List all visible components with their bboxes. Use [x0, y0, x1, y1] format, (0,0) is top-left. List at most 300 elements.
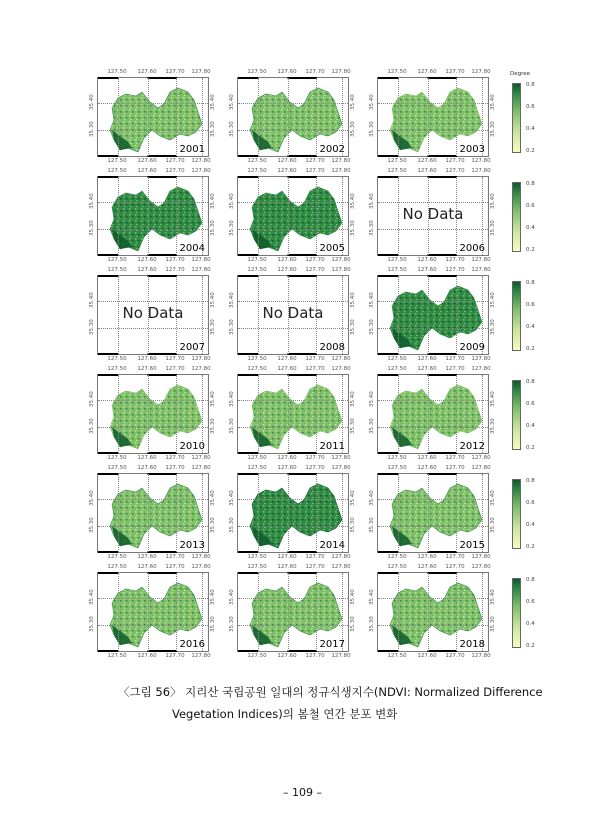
lat-ticks-left — [369, 77, 377, 157]
lon-gridline — [148, 177, 149, 255]
panel-year-label: 2015 — [459, 540, 485, 551]
lon-tick-label: 127.60 — [137, 267, 157, 273]
lon-ticks-bottom — [237, 653, 349, 661]
lon-tick-label: 127.60 — [417, 653, 437, 659]
lon-ticks-top — [97, 564, 209, 572]
lat-gridline — [238, 598, 348, 599]
lon-tick-label: 127.70 — [305, 554, 325, 560]
colorbar-tick-label: 0.6 — [526, 302, 535, 308]
map-frame-edge — [378, 254, 488, 256]
lat-ticks-left — [229, 176, 237, 256]
lat-tick-label: 35.40 — [89, 391, 95, 407]
lon-ticks-top — [237, 168, 349, 176]
lon-tick-label: 127.80 — [191, 267, 211, 273]
lon-tick-label: 127.60 — [417, 69, 437, 75]
lon-tick-label: 127.60 — [137, 564, 157, 570]
lon-tick-label: 127.60 — [137, 257, 157, 263]
lon-tick-label: 127.50 — [107, 168, 127, 174]
lat-ticks-right — [490, 275, 498, 355]
lon-tick-label: 127.80 — [471, 356, 491, 362]
lon-tick-label: 127.50 — [247, 554, 267, 560]
lon-ticks-bottom — [377, 257, 489, 265]
lat-tick-label: 35.40 — [89, 193, 95, 209]
map-frame-edge — [238, 275, 348, 277]
lat-tick-label: 35.30 — [229, 121, 235, 137]
lat-tick-label: 35.40 — [210, 490, 216, 506]
lon-tick-label: 127.60 — [277, 257, 297, 263]
lon-tick-label: 127.50 — [107, 554, 127, 560]
lon-gridline — [176, 78, 177, 156]
lon-tick-label: 127.80 — [331, 168, 351, 174]
lon-tick-label: 127.70 — [305, 465, 325, 471]
lon-tick-label: 127.70 — [165, 168, 185, 174]
lat-ticks-right — [490, 77, 498, 157]
lon-tick-label: 127.50 — [387, 653, 407, 659]
lon-tick-label: 127.80 — [471, 366, 491, 372]
lat-gridline — [238, 229, 348, 230]
lat-tick-label: 35.30 — [210, 220, 216, 236]
lon-ticks-top — [377, 267, 489, 275]
lat-tick-label: 35.30 — [369, 220, 375, 236]
lat-tick-label: 35.30 — [210, 418, 216, 434]
lon-gridline — [316, 474, 317, 552]
lat-gridline — [378, 598, 488, 599]
lat-ticks-right — [210, 77, 218, 157]
lon-tick-label: 127.80 — [331, 267, 351, 273]
lat-tick-label: 35.30 — [210, 616, 216, 632]
lon-tick-label: 127.80 — [471, 158, 491, 164]
lon-tick-label: 127.70 — [305, 158, 325, 164]
lon-gridline — [456, 375, 457, 453]
colorbar-tick-label: 0.2 — [526, 643, 535, 649]
lon-tick-label: 127.80 — [331, 69, 351, 75]
lat-tick-label: 35.30 — [369, 418, 375, 434]
lon-gridline — [118, 78, 119, 156]
lat-tick-label: 35.40 — [490, 292, 496, 308]
colorbar-tick-label: 0.4 — [526, 423, 535, 429]
lat-tick-label: 35.40 — [369, 94, 375, 110]
lon-tick-label: 127.50 — [107, 653, 127, 659]
lon-tick-label: 127.70 — [305, 257, 325, 263]
lat-ticks-right — [490, 473, 498, 553]
lon-tick-label: 127.60 — [277, 564, 297, 570]
lon-ticks-top — [237, 69, 349, 77]
lat-gridline — [238, 328, 348, 329]
lon-tick-label: 127.80 — [191, 158, 211, 164]
lat-ticks-left — [89, 572, 97, 652]
lat-tick-label: 35.40 — [369, 292, 375, 308]
lon-ticks-bottom — [237, 455, 349, 463]
lon-tick-label: 127.60 — [417, 168, 437, 174]
lat-tick-label: 35.30 — [229, 616, 235, 632]
lat-tick-label: 35.30 — [369, 517, 375, 533]
figure-caption-line2: Vegetation Indices)의 봄철 연간 분포 변화 — [172, 707, 398, 721]
lat-tick-label: 35.40 — [350, 193, 356, 209]
lat-gridline — [98, 499, 208, 500]
lon-gridline — [258, 177, 259, 255]
lat-tick-label: 35.30 — [89, 517, 95, 533]
lon-gridline — [398, 474, 399, 552]
lon-tick-label: 127.80 — [331, 257, 351, 263]
lon-tick-label: 127.70 — [305, 366, 325, 372]
panel-year-label: 2017 — [319, 639, 345, 650]
lon-tick-label: 127.60 — [277, 69, 297, 75]
lon-gridline — [118, 375, 119, 453]
lon-ticks-bottom — [377, 158, 489, 166]
lat-tick-label: 35.40 — [350, 292, 356, 308]
lon-tick-label: 127.80 — [331, 653, 351, 659]
lon-ticks-bottom — [237, 158, 349, 166]
lon-tick-label: 127.50 — [107, 366, 127, 372]
panel-year-label: 2008 — [319, 342, 345, 353]
lon-tick-label: 127.80 — [471, 455, 491, 461]
lon-tick-label: 127.80 — [331, 564, 351, 570]
map-frame-edge — [378, 176, 488, 178]
lon-gridline — [118, 474, 119, 552]
lat-tick-label: 35.30 — [350, 121, 356, 137]
lon-ticks-top — [97, 366, 209, 374]
lon-tick-label: 127.60 — [277, 168, 297, 174]
lon-ticks-bottom — [237, 554, 349, 562]
lat-tick-label: 35.30 — [89, 220, 95, 236]
lat-gridline — [238, 625, 348, 626]
lon-tick-label: 127.50 — [247, 168, 267, 174]
lon-gridline — [398, 78, 399, 156]
lat-gridline — [378, 202, 488, 203]
lat-tick-label: 35.40 — [210, 589, 216, 605]
lon-tick-label: 127.70 — [305, 564, 325, 570]
lon-tick-label: 127.70 — [445, 465, 465, 471]
lat-gridline — [98, 400, 208, 401]
lon-tick-label: 127.70 — [305, 168, 325, 174]
lon-tick-label: 127.70 — [165, 554, 185, 560]
lon-tick-label: 127.70 — [165, 158, 185, 164]
lon-ticks-top — [97, 69, 209, 77]
lon-gridline — [316, 78, 317, 156]
lon-tick-label: 127.50 — [387, 465, 407, 471]
ndvi-map-panel-2002 — [237, 77, 349, 157]
lon-tick-label: 127.80 — [331, 158, 351, 164]
lon-ticks-top — [377, 69, 489, 77]
lat-gridline — [98, 625, 208, 626]
lon-tick-label: 127.70 — [165, 455, 185, 461]
ndvi-colorbar — [512, 83, 521, 153]
lat-tick-label: 35.30 — [369, 319, 375, 335]
lat-ticks-left — [369, 275, 377, 355]
lat-tick-label: 35.30 — [369, 121, 375, 137]
lon-gridline — [316, 573, 317, 651]
lon-tick-label: 127.50 — [247, 356, 267, 362]
lon-tick-label: 127.60 — [277, 267, 297, 273]
lon-tick-label: 127.60 — [137, 158, 157, 164]
lat-tick-label: 35.40 — [229, 490, 235, 506]
lon-tick-label: 127.70 — [305, 69, 325, 75]
lat-tick-label: 35.30 — [350, 517, 356, 533]
lon-ticks-bottom — [97, 455, 209, 463]
lat-tick-label: 35.30 — [350, 616, 356, 632]
lon-tick-label: 127.80 — [471, 554, 491, 560]
lat-ticks-left — [229, 473, 237, 553]
lon-ticks-top — [97, 168, 209, 176]
lat-tick-label: 35.40 — [229, 94, 235, 110]
lon-tick-label: 127.70 — [445, 69, 465, 75]
lon-tick-label: 127.80 — [471, 69, 491, 75]
lon-ticks-top — [377, 168, 489, 176]
lon-tick-label: 127.60 — [137, 465, 157, 471]
panel-year-label: 2005 — [319, 243, 345, 254]
lat-tick-label: 35.30 — [490, 121, 496, 137]
lon-tick-label: 127.80 — [191, 564, 211, 570]
lon-tick-label: 127.60 — [137, 69, 157, 75]
colorbar-tick-label: 0.8 — [526, 82, 535, 88]
lat-ticks-right — [210, 176, 218, 256]
lon-tick-label: 127.60 — [417, 356, 437, 362]
lat-tick-label: 35.30 — [350, 319, 356, 335]
lon-gridline — [456, 573, 457, 651]
lat-tick-label: 35.30 — [210, 319, 216, 335]
lon-tick-label: 127.80 — [471, 465, 491, 471]
lon-tick-label: 127.50 — [107, 465, 127, 471]
lat-ticks-right — [350, 77, 358, 157]
lon-tick-label: 127.70 — [165, 564, 185, 570]
panel-year-label: 2001 — [179, 144, 205, 155]
lat-gridline — [98, 427, 208, 428]
lat-ticks-left — [89, 275, 97, 355]
lon-tick-label: 127.60 — [137, 366, 157, 372]
lat-tick-label: 35.40 — [490, 193, 496, 209]
lon-gridline — [148, 375, 149, 453]
ndvi-map-panel-2009 — [377, 275, 489, 355]
lon-ticks-top — [237, 366, 349, 374]
lat-tick-label: 35.30 — [490, 220, 496, 236]
lon-tick-label: 127.60 — [137, 168, 157, 174]
lat-tick-label: 35.30 — [89, 418, 95, 434]
lat-tick-label: 35.40 — [229, 589, 235, 605]
lat-tick-label: 35.40 — [490, 589, 496, 605]
lon-tick-label: 127.60 — [137, 356, 157, 362]
ndvi-map-panel-2003 — [377, 77, 489, 157]
lon-tick-label: 127.50 — [247, 564, 267, 570]
ndvi-map-panel-2006 — [377, 176, 489, 256]
panel-year-label: 2016 — [179, 639, 205, 650]
lat-tick-label: 35.40 — [229, 193, 235, 209]
panel-year-label: 2003 — [459, 144, 485, 155]
ndvi-map-panel-2013 — [97, 473, 209, 553]
lon-ticks-bottom — [97, 653, 209, 661]
lat-tick-label: 35.30 — [490, 319, 496, 335]
map-frame-edge — [98, 275, 208, 277]
lat-tick-label: 35.40 — [210, 292, 216, 308]
colorbar-tick-label: 0.8 — [526, 577, 535, 583]
lon-tick-label: 127.60 — [277, 653, 297, 659]
lon-ticks-bottom — [237, 257, 349, 265]
lon-tick-label: 127.60 — [277, 554, 297, 560]
lon-gridline — [428, 276, 429, 354]
ndvi-map-panel-2001 — [97, 77, 209, 157]
lon-tick-label: 127.50 — [247, 653, 267, 659]
lat-gridline — [378, 328, 488, 329]
lat-ticks-right — [350, 275, 358, 355]
lon-tick-label: 127.60 — [277, 158, 297, 164]
lon-tick-label: 127.70 — [445, 168, 465, 174]
colorbar-tick-label: 0.8 — [526, 478, 535, 484]
colorbar-tick-label: 0.2 — [526, 247, 535, 253]
lat-tick-label: 35.40 — [229, 292, 235, 308]
lat-gridline — [238, 130, 348, 131]
colorbar-title: Degree — [510, 71, 531, 77]
lat-tick-label: 35.40 — [210, 193, 216, 209]
lat-tick-label: 35.40 — [350, 589, 356, 605]
lon-tick-label: 127.70 — [165, 267, 185, 273]
ndvi-colorbar — [512, 380, 521, 450]
lon-tick-label: 127.70 — [305, 356, 325, 362]
no-data-label: No Data — [262, 304, 324, 322]
lon-tick-label: 127.80 — [191, 465, 211, 471]
lon-tick-label: 127.50 — [387, 69, 407, 75]
colorbar-tick-label: 0.6 — [526, 599, 535, 605]
ndvi-map-panel-2012 — [377, 374, 489, 454]
lat-ticks-right — [210, 374, 218, 454]
lon-ticks-top — [237, 465, 349, 473]
lon-tick-label: 127.80 — [331, 554, 351, 560]
lon-gridline — [258, 573, 259, 651]
lat-tick-label: 35.40 — [89, 94, 95, 110]
lon-tick-label: 127.60 — [417, 554, 437, 560]
lon-tick-label: 127.80 — [331, 465, 351, 471]
lat-gridline — [238, 427, 348, 428]
lon-gridline — [428, 78, 429, 156]
lon-tick-label: 127.50 — [387, 455, 407, 461]
lat-tick-label: 35.30 — [229, 319, 235, 335]
lon-ticks-top — [237, 564, 349, 572]
colorbar-tick-label: 0.2 — [526, 544, 535, 550]
panel-year-label: 2013 — [179, 540, 205, 551]
colorbar-tick-label: 0.6 — [526, 203, 535, 209]
lat-ticks-right — [490, 572, 498, 652]
lat-tick-label: 35.40 — [89, 490, 95, 506]
lat-gridline — [98, 130, 208, 131]
lat-gridline — [378, 400, 488, 401]
lat-tick-label: 35.40 — [369, 589, 375, 605]
colorbar-tick-label: 0.8 — [526, 379, 535, 385]
lat-gridline — [378, 103, 488, 104]
colorbar-tick-label: 0.2 — [526, 445, 535, 451]
lat-tick-label: 35.30 — [229, 220, 235, 236]
lon-gridline — [316, 375, 317, 453]
lon-tick-label: 127.50 — [247, 465, 267, 471]
map-frame-edge — [98, 353, 208, 355]
ndvi-map-panel-2014 — [237, 473, 349, 553]
lon-ticks-top — [377, 564, 489, 572]
ndvi-map-panel-2010 — [97, 374, 209, 454]
lat-tick-label: 35.40 — [490, 490, 496, 506]
lat-gridline — [238, 103, 348, 104]
colorbar-tick-label: 0.4 — [526, 225, 535, 231]
ndvi-map-panel-2018 — [377, 572, 489, 652]
lon-tick-label: 127.60 — [417, 257, 437, 263]
lon-tick-label: 127.70 — [445, 564, 465, 570]
lon-tick-label: 127.70 — [305, 455, 325, 461]
ndvi-map-panel-2004 — [97, 176, 209, 256]
lat-ticks-left — [369, 176, 377, 256]
lon-tick-label: 127.50 — [247, 69, 267, 75]
lon-tick-label: 127.50 — [387, 356, 407, 362]
lon-tick-label: 127.80 — [331, 356, 351, 362]
ndvi-map-panel-2007 — [97, 275, 209, 355]
lon-tick-label: 127.80 — [191, 554, 211, 560]
ndvi-map-panel-2015 — [377, 473, 489, 553]
lon-tick-label: 127.80 — [471, 564, 491, 570]
no-data-label: No Data — [402, 205, 464, 223]
lat-gridline — [98, 229, 208, 230]
lon-gridline — [398, 375, 399, 453]
lat-ticks-left — [369, 473, 377, 553]
lon-tick-label: 127.80 — [191, 257, 211, 263]
lon-ticks-top — [377, 366, 489, 374]
lon-ticks-top — [237, 267, 349, 275]
lon-tick-label: 127.80 — [471, 653, 491, 659]
lat-tick-label: 35.40 — [490, 391, 496, 407]
ndvi-map-panel-2017 — [237, 572, 349, 652]
lat-gridline — [98, 328, 208, 329]
colorbar-tick-label: 0.2 — [526, 346, 535, 352]
panel-year-label: 2006 — [459, 243, 485, 254]
lon-tick-label: 127.70 — [165, 366, 185, 372]
lon-gridline — [288, 78, 289, 156]
lon-tick-label: 127.60 — [417, 455, 437, 461]
lon-tick-label: 127.60 — [417, 366, 437, 372]
lon-gridline — [288, 177, 289, 255]
lat-ticks-left — [89, 176, 97, 256]
lat-gridline — [378, 130, 488, 131]
panel-year-label: 2014 — [319, 540, 345, 551]
map-frame-edge — [238, 353, 348, 355]
lat-tick-label: 35.40 — [210, 391, 216, 407]
lon-ticks-bottom — [377, 356, 489, 364]
lon-tick-label: 127.70 — [165, 465, 185, 471]
lon-gridline — [288, 474, 289, 552]
lon-tick-label: 127.80 — [191, 455, 211, 461]
lat-gridline — [378, 301, 488, 302]
lon-tick-label: 127.60 — [277, 455, 297, 461]
lon-tick-label: 127.70 — [305, 653, 325, 659]
ndvi-map-panel-2011 — [237, 374, 349, 454]
lat-ticks-right — [490, 374, 498, 454]
lon-ticks-bottom — [237, 356, 349, 364]
lat-gridline — [238, 202, 348, 203]
lon-tick-label: 127.80 — [191, 356, 211, 362]
lat-tick-label: 35.30 — [89, 121, 95, 137]
colorbar-tick-label: 0.4 — [526, 621, 535, 627]
panel-year-label: 2002 — [319, 144, 345, 155]
ndvi-map-panel-2008 — [237, 275, 349, 355]
lon-tick-label: 127.70 — [445, 554, 465, 560]
page-number: – 109 – — [283, 786, 322, 799]
lat-tick-label: 35.30 — [210, 121, 216, 137]
lon-tick-label: 127.80 — [191, 69, 211, 75]
lon-tick-label: 127.50 — [387, 564, 407, 570]
lat-tick-label: 35.30 — [229, 517, 235, 533]
panel-year-label: 2018 — [459, 639, 485, 650]
colorbar-tick-label: 0.4 — [526, 522, 535, 528]
colorbar-tick-label: 0.6 — [526, 401, 535, 407]
lon-tick-label: 127.60 — [137, 455, 157, 461]
lat-gridline — [98, 301, 208, 302]
lat-gridline — [378, 229, 488, 230]
lat-tick-label: 35.30 — [210, 517, 216, 533]
colorbar-tick-label: 0.6 — [526, 500, 535, 506]
lon-tick-label: 127.80 — [471, 267, 491, 273]
